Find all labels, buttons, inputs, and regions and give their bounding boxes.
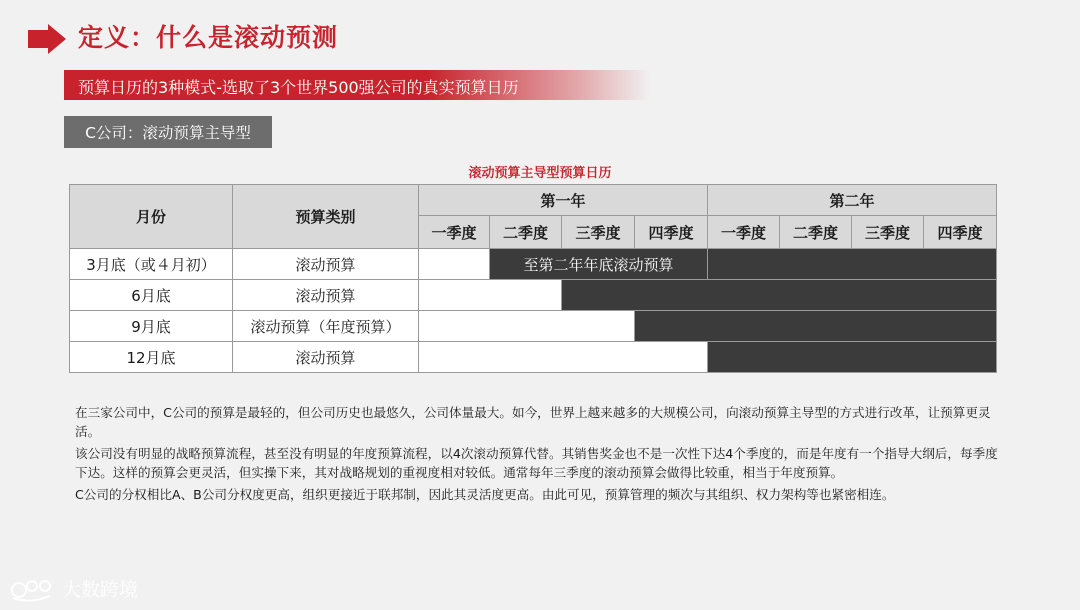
row-budget-type: 滚动预算 (233, 249, 419, 280)
header-year-1: 第一年 (419, 185, 708, 216)
table-caption: 滚动预算主导型预算日历 (468, 166, 612, 181)
table-row (70, 311, 997, 342)
row-month: 9月底 (70, 311, 233, 342)
calendar-cell-empty (419, 249, 490, 280)
header-quarter: 一季度 (708, 216, 780, 249)
brand-logo-icon (10, 576, 56, 602)
paragraph: 在三家公司中，C公司的预算是最轻的，但公司历史也最悠久，公司体量最大。如今，世界上越来越多的大规模公司，向滚动预算主导型的方式进行改革，让预算更灵活。 (75, 405, 991, 439)
company-tag: C公司：滚动预算主导型 (64, 116, 272, 148)
row-budget-type: 滚动预算 (233, 342, 419, 373)
subtitle-text: 预算日历的3种模式-选取了3个世界500强公司的真实预算日历 (78, 78, 519, 97)
header-month: 月份 (70, 185, 233, 249)
row-budget-type: 滚动预算（年度预算） (233, 311, 419, 342)
budget-calendar-table (69, 184, 997, 373)
watermark-text: 大数跨境 (62, 579, 139, 601)
row-budget-type: 滚动预算 (233, 280, 419, 311)
calendar-cell-empty (419, 280, 562, 311)
description-text (75, 403, 1005, 507)
paragraph: C公司的分权相比A、B公司分权度更高，组织更接近于联邦制，因此其灵活度更高。由此可见，预算管理的频次与其组织、权力架构等也紧密相连。 (75, 487, 895, 502)
header-quarter: 二季度 (780, 216, 852, 249)
table-row (70, 342, 997, 373)
header-budget-type: 预算类别 (233, 185, 419, 249)
calendar-cell-empty (419, 311, 635, 342)
subtitle-banner (64, 70, 650, 100)
table-row (70, 249, 997, 280)
header-quarter: 二季度 (490, 216, 562, 249)
paragraph: 该公司没有明显的战略预算流程，甚至没有明显的年度预算流程，以4次滚动预算代替。其销售奖金也不是一次性下达4个季度的，而是年度有一个指导大纲后，每季度下达。这样的预算会更灵活，但实操下来，其对战略规划的重视度相对较低。通常每年三季度的滚动预算会做得比较重，相当于年度预算。 (75, 446, 998, 480)
row-month: 6月底 (70, 280, 233, 311)
header-row-years (70, 185, 997, 216)
page-title: 定义：什么是滚动预测 (78, 23, 339, 52)
watermark (10, 575, 138, 602)
calendar-cell-filled (562, 280, 997, 311)
rolling-span-label: 至第二年年底滚动预算 (490, 249, 708, 280)
calendar-cell-filled (635, 311, 997, 342)
row-month: 12月底 (70, 342, 233, 373)
calendar-cell-filled (708, 342, 997, 373)
header-year-2: 第二年 (708, 185, 997, 216)
calendar-cell-empty (419, 342, 708, 373)
header-quarter: 四季度 (924, 216, 997, 249)
table-row (70, 280, 997, 311)
header-quarter: 一季度 (419, 216, 490, 249)
header-quarter: 三季度 (562, 216, 635, 249)
calendar-cell-filled (708, 249, 997, 280)
header-quarter: 三季度 (852, 216, 924, 249)
row-month: 3月底（或４月初） (70, 249, 233, 280)
right-arrow-icon (28, 24, 66, 54)
header-quarter: 四季度 (635, 216, 708, 249)
